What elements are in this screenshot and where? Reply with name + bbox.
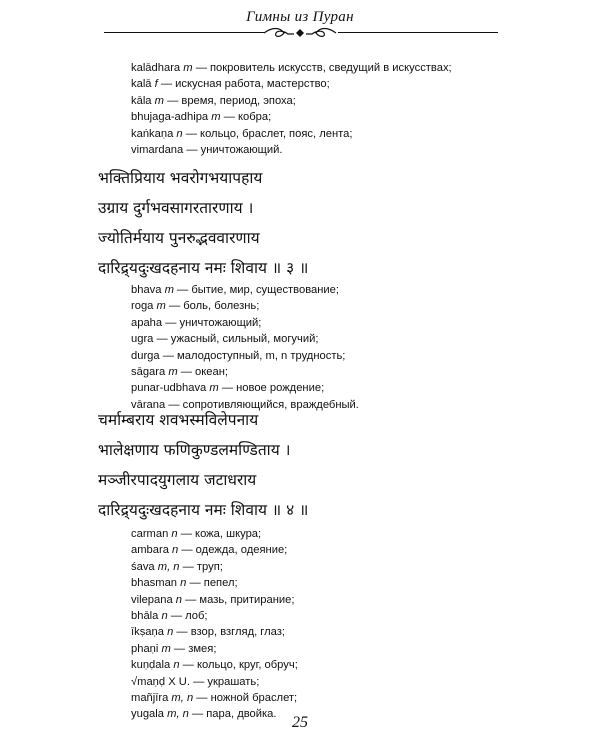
glossary-grammar: m: [209, 382, 219, 395]
glossary-definition: — покровитель искусств, сведущий в искусствах;: [195, 62, 452, 74]
glossary-term: carman: [131, 528, 169, 540]
glossary-definition: — время, период, эпоха;: [167, 94, 296, 107]
glossary-term: apaha: [131, 316, 163, 329]
glossary-term: durga: [131, 349, 160, 362]
glossary-definition: — пара, двойка.: [191, 708, 277, 721]
verse-line: चर्माम्बराय शवभस्मविलेपनाय: [98, 411, 259, 429]
glossary-term: mañjīra: [131, 692, 169, 705]
glossary-term: kāla: [131, 94, 152, 107]
glossary-entry: [131, 126, 452, 142]
glossary-definition: — пепел;: [189, 577, 238, 590]
glossary-grammar: m, n: [157, 560, 180, 573]
glossary-entry: [131, 315, 359, 331]
glossary-entry: [131, 575, 298, 591]
glossary-grammar: m: [154, 94, 164, 107]
glossary-term: roga: [131, 300, 154, 313]
glossary-term: vimardana: [131, 144, 184, 157]
glossary-entry: [131, 542, 298, 558]
glossary-definition: — уничтожающий;: [165, 316, 262, 329]
glossary-definition: — украшать;: [193, 675, 260, 688]
glossary-definition: — взор, взгляд, глаз;: [176, 626, 286, 639]
glossary-term: √maṇḍ X U.: [131, 675, 190, 688]
glossary-term: sāgara: [131, 366, 166, 379]
glossary-term: bhāla: [131, 610, 159, 623]
glossary-term: bhujaga-adhipa: [131, 111, 209, 124]
glossary-entry: [131, 282, 359, 298]
glossary-definition: — боль, болезнь;: [168, 300, 260, 313]
glossary-term: yugala: [131, 708, 164, 721]
verse-4: [98, 405, 308, 525]
glossary-definition: — мазь, притирание;: [185, 593, 295, 606]
verse-3: [98, 163, 308, 283]
glossary-definition: — кобра;: [223, 111, 272, 124]
glossary-term: bhava: [131, 284, 162, 296]
glossary-grammar: n: [161, 610, 168, 623]
verse-line: दारिद्र्यदुःखदहनाय नमः शिवाय ॥ ३ ॥: [98, 259, 309, 277]
glossary-term: ambara: [131, 544, 169, 557]
glossary-definition: — ножной браслет;: [196, 692, 298, 705]
glossary-grammar: n: [171, 528, 178, 540]
glossary-entry: [131, 76, 452, 92]
glossary-grammar: n: [167, 626, 174, 639]
glossary-grammar: m: [211, 111, 221, 124]
glossary-grammar: n: [176, 127, 183, 140]
glossary-block-1: [131, 60, 452, 158]
glossary-term: śava: [131, 560, 155, 573]
glossary-term: punar-udbhava: [131, 382, 207, 395]
glossary-definition: — одежда, одеяние;: [181, 544, 288, 557]
glossary-definition: — труп;: [182, 560, 223, 573]
glossary-definition: — бытие, мир, существование;: [177, 284, 340, 296]
glossary-definition: — ужасный, сильный, могучий;: [156, 333, 319, 346]
verse-line: ज्योतिर्मयाय पुनरुद्भववारणाय: [98, 229, 260, 247]
verse-line: दारिद्र्यदुःखदहनाय नमः शिवाय ॥ ४ ॥: [98, 501, 309, 519]
glossary-entry: [131, 624, 298, 640]
glossary-entry: [131, 348, 359, 364]
glossary-entry: [131, 592, 298, 608]
glossary-definition: — кольцо, браслет, пояс, лента;: [185, 127, 353, 140]
glossary-definition: — уничтожающий.: [186, 144, 283, 157]
glossary-grammar: f: [154, 78, 158, 91]
glossary-definition: — кожа, шкура;: [180, 528, 262, 540]
glossary-grammar: n: [175, 593, 183, 606]
glossary-entry: [131, 690, 298, 706]
header-ornament-icon: [260, 25, 340, 41]
glossary-entry: [131, 331, 359, 347]
glossary-definition: — змея;: [173, 642, 217, 655]
glossary-grammar: n: [180, 577, 187, 590]
glossary-definition: — малодоступный, m, n трудность;: [162, 349, 346, 362]
glossary-grammar: m: [156, 300, 166, 313]
glossary-entry: [131, 641, 298, 657]
page-number: 25: [292, 714, 308, 731]
glossary-grammar: m: [161, 642, 171, 655]
header-rule-right: [338, 32, 498, 33]
verse-line: उग्राय दुर्गभवसागरतारणाय ।: [98, 199, 254, 217]
running-header-title: Гимны из Пуран: [246, 9, 354, 25]
glossary-term: phaṇi: [131, 642, 159, 655]
glossary-entry: [131, 674, 298, 690]
glossary-entry: [131, 298, 359, 314]
glossary-grammar: m: [183, 62, 193, 74]
verse-line: मञ्जीरपादयुगलाय जटाधराय: [98, 471, 257, 489]
glossary-term: bhasman: [131, 577, 178, 590]
verse-line: भालेक्षणाय फणिकुण्डलमण्डिताय ।: [98, 441, 291, 459]
glossary-definition: — кольцо, круг, обруч;: [182, 659, 298, 672]
glossary-term: ugra: [131, 333, 154, 346]
glossary-term: kaṅkaṇa: [131, 127, 174, 140]
glossary-grammar: m: [164, 284, 174, 296]
glossary-grammar: n: [173, 659, 180, 672]
glossary-entry: [131, 657, 298, 673]
glossary-grammar: m, n: [171, 692, 194, 705]
glossary-entry: [131, 109, 452, 125]
glossary-grammar: m, n: [167, 708, 189, 721]
header-rule-left: [104, 32, 264, 33]
glossary-entry: [131, 380, 359, 396]
glossary-term: īkṣaṇa: [131, 626, 164, 639]
glossary-definition: — океан;: [180, 366, 229, 379]
glossary-entry: [131, 364, 359, 380]
glossary-entry: [131, 608, 298, 624]
glossary-entry: [131, 526, 298, 542]
glossary-block-2: [131, 282, 359, 413]
glossary-entry: [131, 60, 452, 76]
glossary-definition: — искусная работа, мастерство;: [160, 78, 330, 91]
glossary-term: vilepana: [131, 593, 173, 606]
glossary-definition: — новое рождение;: [221, 382, 325, 395]
verse-line: भक्तिप्रियाय भवरोगभयापहाय: [98, 169, 263, 187]
glossary-entry: [131, 142, 452, 158]
glossary-entry: [131, 559, 298, 575]
glossary-definition: — сопротивляющийся, враждебный.: [168, 398, 359, 411]
glossary-grammar: m: [168, 366, 178, 379]
glossary-entry: [131, 93, 452, 109]
glossary-grammar: n: [172, 544, 179, 557]
glossary-term: kuṇḍala: [131, 659, 171, 672]
glossary-term: vārana: [131, 398, 166, 411]
glossary-block-3: [131, 526, 298, 723]
glossary-term: kalā: [131, 78, 152, 91]
glossary-term: kalādhara: [131, 62, 181, 74]
glossary-definition: — лоб;: [170, 610, 208, 623]
